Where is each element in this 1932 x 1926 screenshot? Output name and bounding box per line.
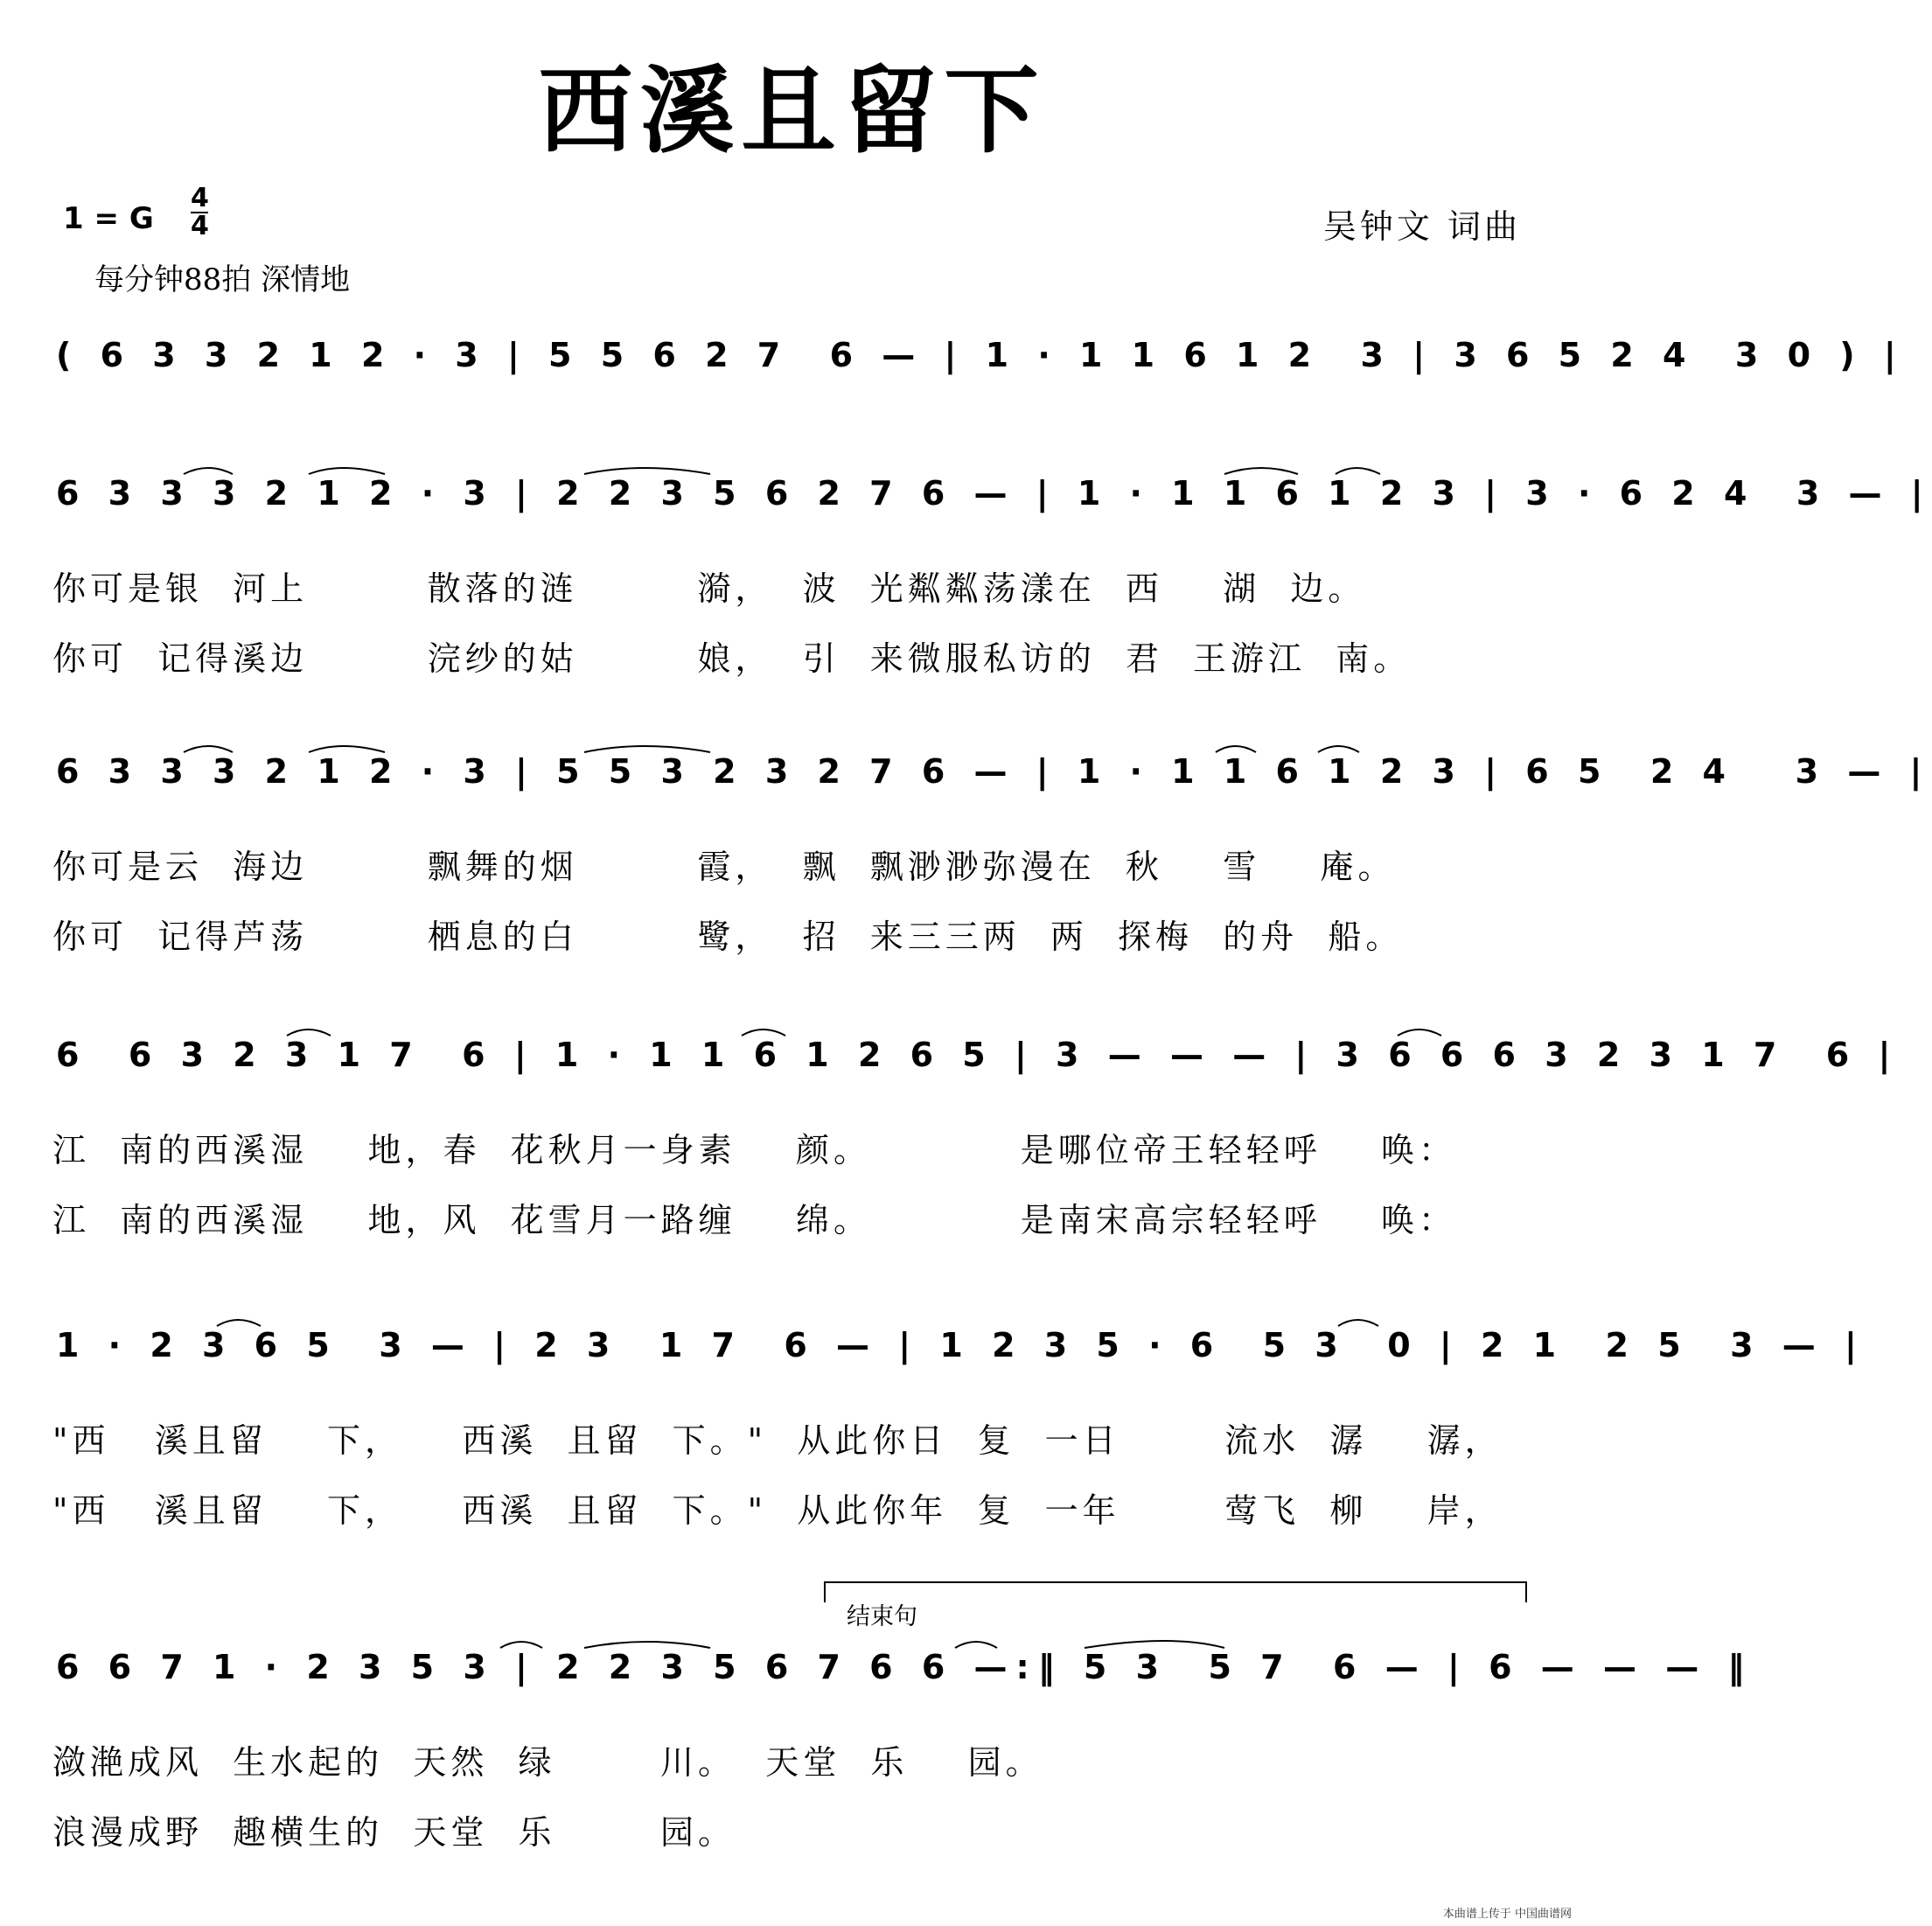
score-row-1	[52, 464, 1932, 678]
notation-line	[52, 1025, 1900, 1104]
lyric-verse-2: 你可 记得芦荡 栖息的白 鹭， 招 来三三两 两 探梅 的舟 船。	[52, 918, 1404, 956]
time-signature-bottom: 4	[191, 211, 209, 241]
score-row-5	[52, 1637, 1754, 1852]
ending-label: 结束句	[847, 1603, 917, 1630]
jianpu-notes: 6 3 3 3 2 1 2 · 3 | 5 5 3 2 3 2 7 6 — | 1 · 1 1 6 1 2 3 | 6 5 2 4 3 — |	[56, 752, 1931, 791]
lyric-verse-1: 你可是银 河上 散落的涟 漪， 波 光粼粼荡漾在 西 湖 边。	[52, 569, 1366, 608]
footer-watermark: 本曲谱上传于 中国曲谱网	[1442, 1908, 1572, 1921]
time-signature	[191, 185, 209, 240]
jianpu-notes: 6 6 7 1 · 2 3 5 3 | 2 2 3 5 6 7 6 6 —:‖ 5 3 5 7 6 — | 6 — — — ‖	[56, 1648, 1754, 1686]
time-signature-top: 4	[191, 183, 209, 213]
page-title: 西溪且留下	[538, 56, 1046, 166]
lyric-verse-2: 浪漫成野 趣横生的 天堂 乐 园。	[52, 1813, 736, 1852]
notation-line	[52, 742, 1931, 820]
lyric-verse-1: 江 南的西溪湿 地，春 花秋月一身素 颜。 是哪位帝王轻轻呼 唤：	[52, 1131, 1457, 1169]
key-signature: 1 = G	[63, 201, 154, 236]
composer-credit: 吴钟文 词曲	[1322, 207, 1521, 246]
score-row-2	[52, 742, 1931, 956]
tempo-marking: 每分钟88拍 深情地	[94, 262, 351, 297]
lyric-verse-1: "西 溪且留 下， 西溪 且留 下。" 从此你日 复 一日 流水 潺 潺，	[52, 1421, 1503, 1460]
notation-line	[52, 325, 1905, 404]
lyric-verse-1: 潋滟成风 生水起的 天然 绿 川。 天堂 乐 园。	[52, 1743, 1043, 1782]
lyric-verse-2: "西 溪且留 下， 西溪 且留 下。" 从此你年 复 一年 莺飞 柳 岸，	[52, 1491, 1503, 1530]
notation-line	[52, 1637, 1754, 1716]
notation-line	[52, 1315, 1866, 1394]
lyric-verse-2: 江 南的西溪湿 地，风 花雪月一路缠 绵。 是南宋高宗轻轻呼 唤：	[52, 1201, 1457, 1239]
notation-line	[52, 464, 1932, 542]
jianpu-notes: 6 6 3 2 3 1 7 6 | 1 · 1 1 6 1 2 6 5 | 3 — — — | 3 6 6 6 3 2 3 1 7 6 |	[56, 1036, 1900, 1074]
jianpu-notes: 1 · 2 3 6 5 3 — | 2 3 1 7 6 — | 1 2 3 5 · 6 5 3 0 | 2 1 2 5 3 — |	[56, 1326, 1866, 1364]
ending-bracket	[824, 1581, 1527, 1602]
lyric-verse-2: 你可 记得溪边 浣纱的姑 娘， 引 来微服私访的 君 王游江 南。	[52, 639, 1412, 678]
score-row-4	[52, 1315, 1866, 1530]
jianpu-notes: ( 6 3 3 2 1 2 · 3 | 5 5 6 2 7 6 — | 1 · 1 1 6 1 2 3 | 3 6 5 2 4 3 0 ) |	[56, 336, 1905, 374]
jianpu-notes: 6 3 3 3 2 1 2 · 3 | 2 2 3 5 6 2 7 6 — | 1 · 1 1 6 1 2 3 | 3 · 6 2 4 3 — |	[56, 474, 1932, 513]
score-row-3	[52, 1025, 1900, 1239]
lyric-verse-1: 你可是云 海边 飘舞的烟 霞， 飘 飘渺渺弥漫在 秋 雪 庵。	[52, 848, 1396, 886]
